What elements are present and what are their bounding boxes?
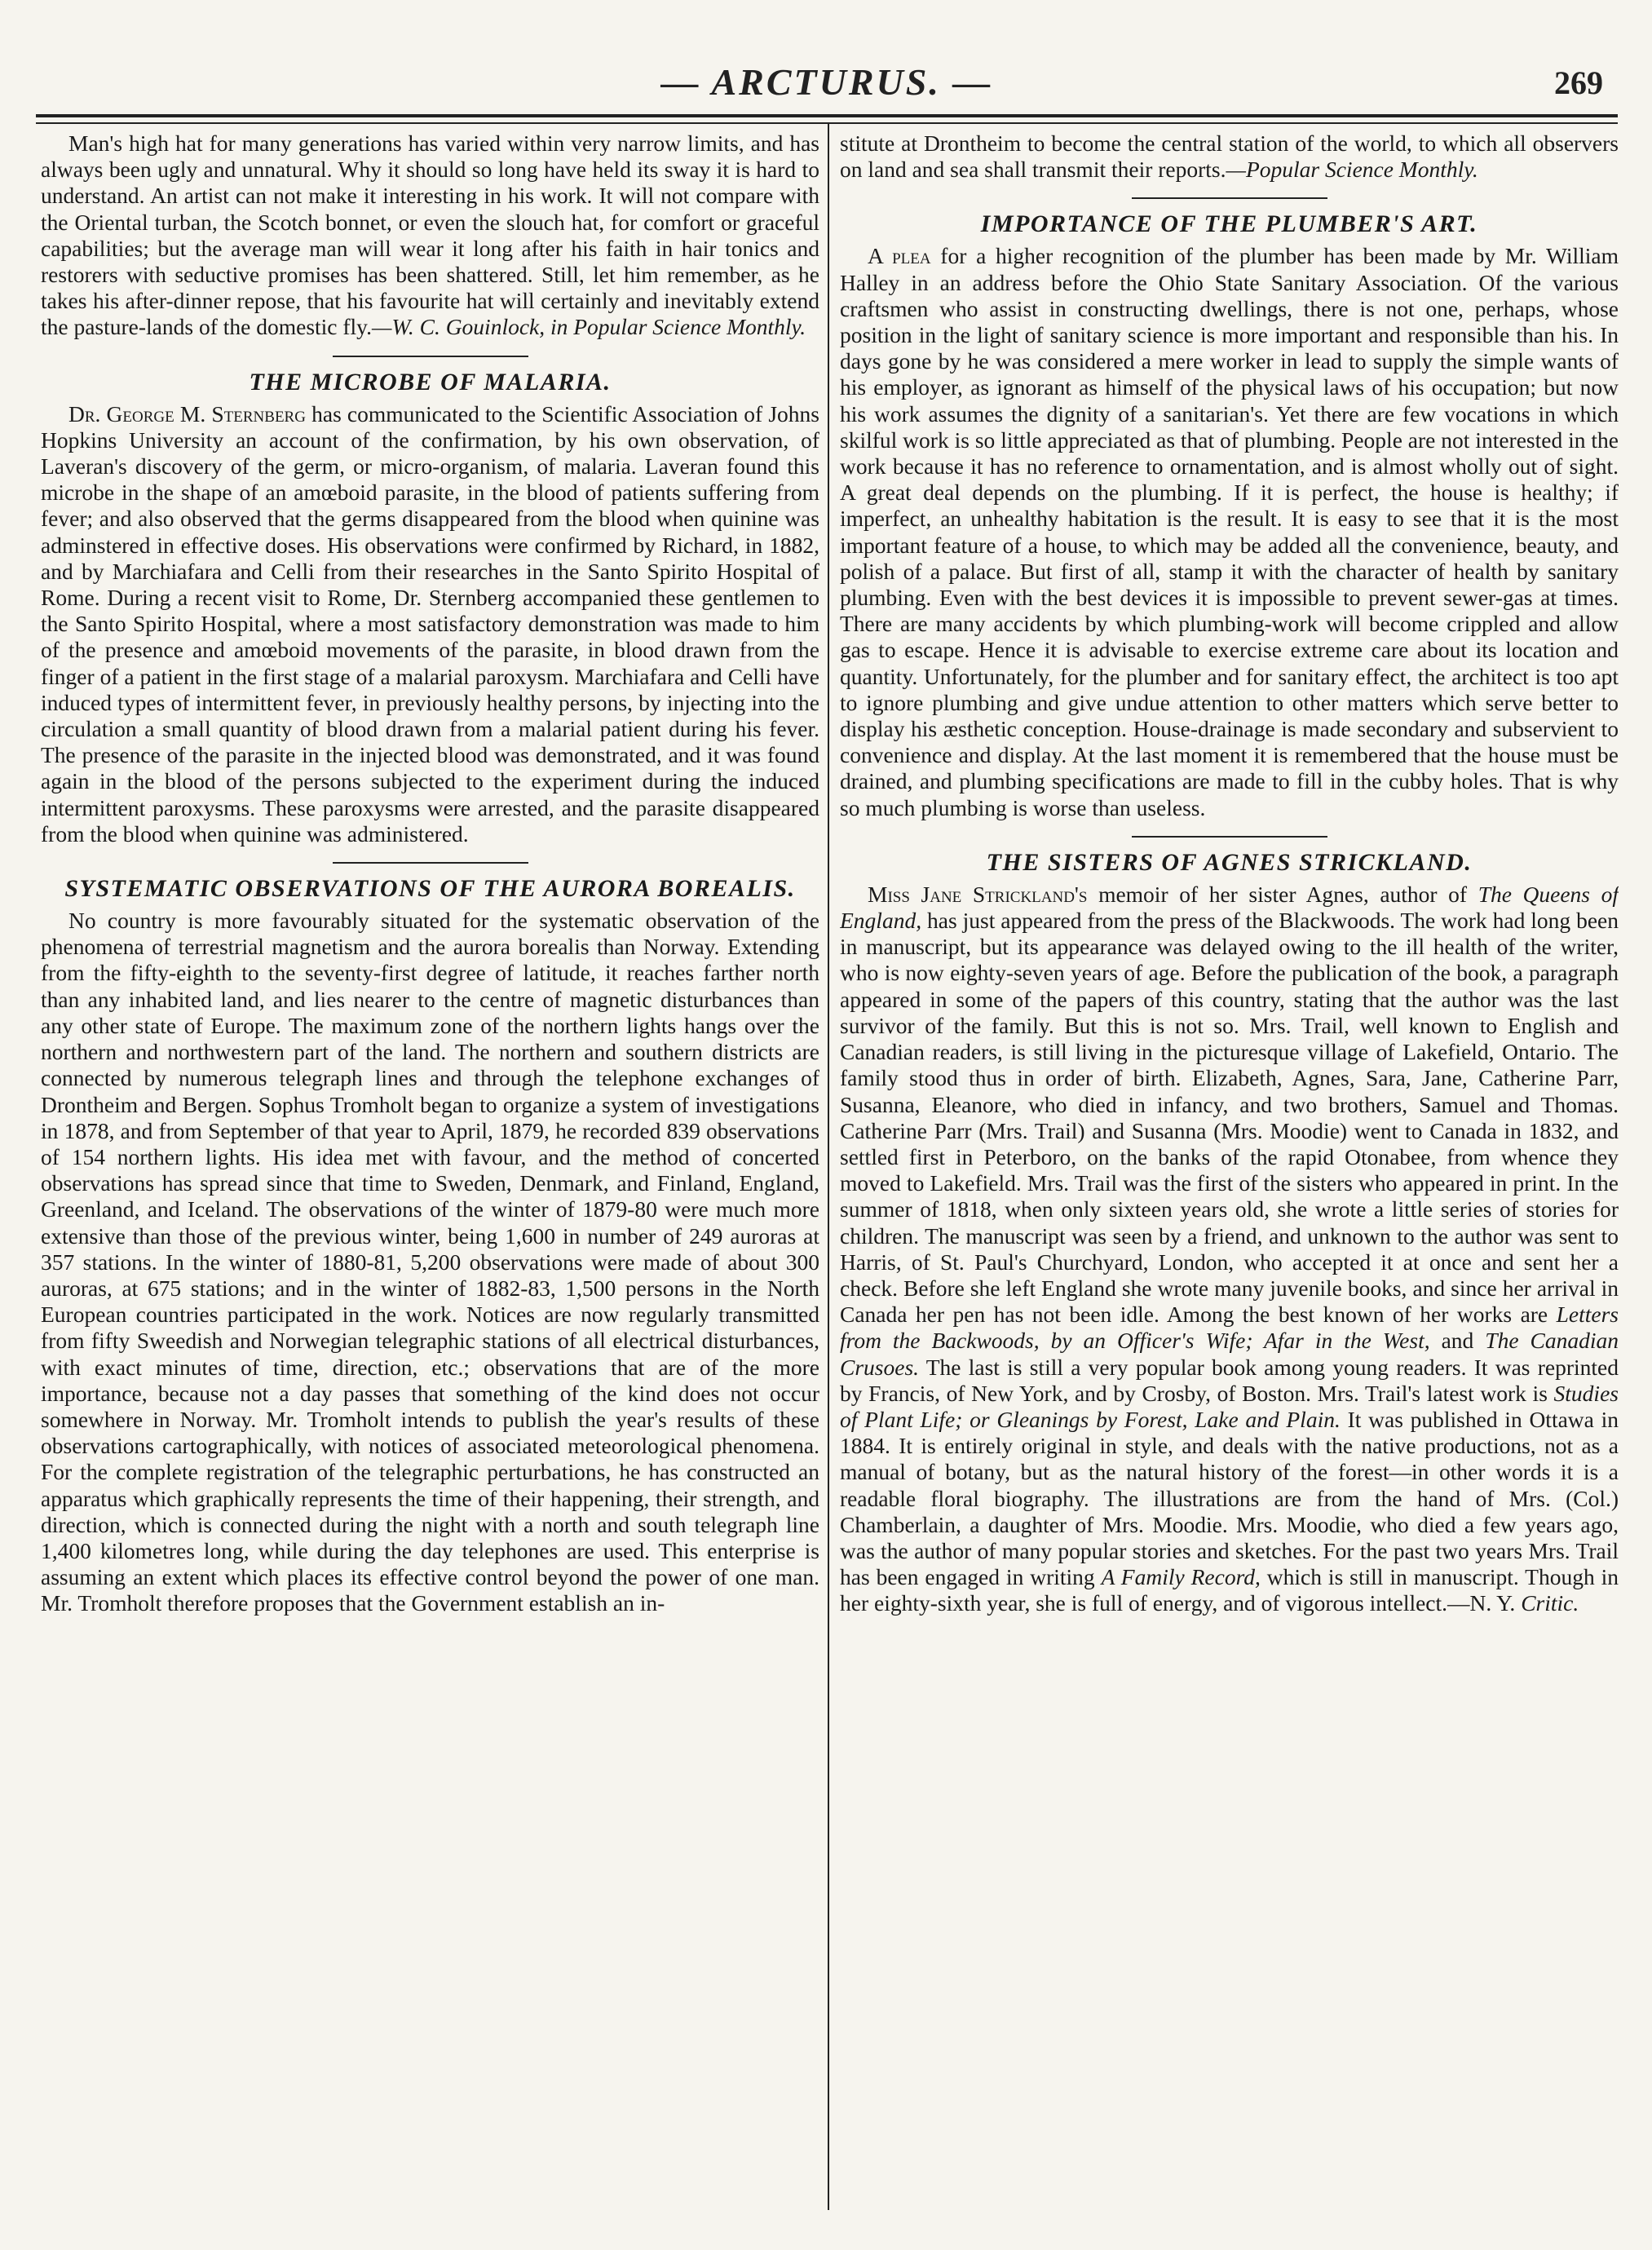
section-rule <box>1132 197 1327 199</box>
left-column <box>41 130 819 2218</box>
malaria-body: has communicated to the Scientific Association of Johns Hopkins University an account of the confirmation, by his own observation, of Laveran's discovery of the germ, or micro-organism, of malaria. Laveran found this microbe in the shape of an amœboid parasite, in the blood of patients suffering from fever; and also observed that the germs disappeared from the blood when quinine was adminstered in effective doses. His observations were confirmed by Richard, in 1882, and by Marchiafara and Celli from their researches in the Santo Spirito Hospital of Rome. During a recent visit to Rome, Dr. Sternberg accompanied these gentlemen to the Santo Spirito Hospital, where a most satisfactory demonstration was made to him of the presence and amœboid movements of the parasite, in blood drawn from the finger of a patient in the first stage of a malarial paroxysm. Marchiafara and Celli have induced types of intermittent fever, in previously healthy persons, by injecting into the circulation a small quantity of blood drawn from a malarial patient during his fever. The presence of the parasite in the injected blood was demonstrated, and it was found again in the blood of the persons subjected to the experiment during the induced intermittent paroxysms. These paroxysms were arrested, and the parasite disappeared from the blood when quinine was administered. <box>41 400 819 847</box>
hat-article-paragraph <box>41 130 819 341</box>
malaria-lead: Dr. George M. Sternberg <box>68 400 306 427</box>
book-title-queens: The Queens of England, <box>840 881 1619 934</box>
plumber-lead: A plea <box>868 243 931 269</box>
book-title-crusoes: The Canadian Crusoes. <box>840 1328 1619 1380</box>
book-title-plant-life: Studies of Plant Life; or Gleanings by Forest, Lake and Plain. <box>840 1380 1619 1432</box>
aurora-paragraph: No country is more favourably situated for the systematic observation of the phenomena of terrestrial magnetism and the aurora borealis than Norway. Extending from the fifty-eighth to the seventy-first degree of latitude, it reaches farther north than any inhabited land, and lies nearer to the centre of magnetic disturbances than any other state of Europe. The maximum zone of the northern lights hangs over the northern and northwestern part of the land. The northern and southern districts are connected by numerous telegraph lines and through the telephone exchanges of Drontheim and Bergen. Sophus Tromholt began to organize a system of investigations in 1878, and from September of that year to April, 1879, he recorded 839 observations of 154 northern lights. His idea met with favour, and the method of concerted observations has spread since that time to Sweden, Denmark, and Finland, England, Greenland, and Iceland. The observations of the winter of 1879-80 were much more extensive than those of the previous winter, being 1,600 in number of 249 auroras at 357 stations. In the winter of 1880-81, 5,200 observations were made of about 300 auroras, at 675 stations; and in the winter of 1882-83, 1,500 persons in the North European countries participated in the work. Notices are now regularly transmitted from fifty Sweedish and Norwegian telegraphic stations of all electrical disturbances, with exact minutes of time, direction, etc.; observations that are of the more importance, because not a day passes that something of the kind does not occur somewhere in Norway. Mr. Tromholt intends to publish the year's results of these observations cartographically, with notices of associated meteorological phenomena. For the complete registration of the telegraphic perturbations, he has constructed an apparatus which graphically represents the time of their happening, their strength, and direction, which is connected during the night with a north and south telegraph line 1,400 kilometres long, while during the day telephones are used. This enterprise is assuming an extent which places its effective control beyond the power of one man. Mr. Tromholt therefore proposes that the Government establish an in- <box>41 908 819 1616</box>
page-number: 269 <box>1554 64 1603 101</box>
running-title: — ARCTURUS. — <box>660 61 993 103</box>
aurora-continuation <box>840 130 1619 183</box>
sisters-text-4: The last is still a very popular book among young readers. It was reprinted by Francis, of New York, and by Crosby, of Boston. Mrs. Trail's latest work is <box>840 1354 1619 1406</box>
header-rule-thin <box>36 122 1618 124</box>
header-rule-thick <box>36 114 1618 117</box>
section-rule <box>333 862 528 864</box>
sisters-text-2: has just appeared from the press of the Blackwoods. The work had long been in manuscript, but its appearance was delayed owing to the ill health of the writer, who is now eighty-seven years of age. Before the publication of the book, a paragraph appeared in some of the papers of this country, stating that the author was the last survivor of the family. But this is not so. Mrs. Trail, well known to English and Canadian readers, is still living in the picturesque village of Lakefield, Ontario. The family stood thus in order of birth. Elizabeth, Agnes, Sara, Jane, Catherine Parr, Susanna, Eleanore, who died in infancy, and two brothers, Samuel and Thomas. Catherine Parr (Mrs. Trail) and Susanna (Mrs. Moodie) went to Canada in 1832, and settled first in Peterboro, on the banks of the rapid Otonabee, from whence they moved to Lakefield. Mrs. Trail was the first of the sisters who appeared in print. In the summer of 1818, when only sixteen years old, she wrote a little series of stories for children. The manuscript was seen by a friend, and unknown to the author was sent to Harris, of St. Paul's Churchyard, London, who accepted it at once and sent her a check. Before she left England she wrote many juvenile books, and since her arrival in Canada her pen has not been idle. Among the best known of her works are <box>840 908 1619 1328</box>
section-rule <box>333 356 528 357</box>
sisters-citation: Critic. <box>1521 1590 1579 1616</box>
sisters-lead: Miss Jane Strickland's <box>868 881 1088 907</box>
sisters-text-1: memoir of her sister Agnes, author of <box>1087 881 1478 907</box>
section-rule <box>1132 836 1327 838</box>
sisters-paragraph <box>840 882 1619 1617</box>
aurora-citation: —Popular Science Monthly. <box>1226 157 1478 183</box>
malaria-headline: THE MICROBE OF MALARIA. <box>249 368 612 396</box>
sisters-text-6: which is still in manuscript. Though in her eighty-sixth year, she is full of energy, and of vigorous intellect.—N. Y. <box>840 1564 1619 1616</box>
sisters-text-3: and <box>1429 1328 1486 1354</box>
sisters-headline: THE SISTERS OF AGNES STRICKLAND. <box>986 848 1473 876</box>
hat-article-citation: —W. C. Gouinlock, in Popular Science Monthly. <box>372 314 806 340</box>
hat-article-body: Man's high hat for many generations has varied within very narrow limits, and has always been ugly and unnatural. Why it should so long have held its sway it is hard to understand. An artist can not make it interesting in his work. It will not compare with the Oriental turban, the Scotch bonnet, or even the slouch hat, for comfort or graceful capabilities; but the average man will wear it long after his faith in hair tonics and restorers with seductive promises has been shattered. Still, let him remember, as he takes his after-dinner repose, that his favourite hat will certainly and inevitably extend the pasture-lands of the domestic fly. <box>41 130 819 340</box>
page-header <box>36 60 1618 109</box>
sisters-text-5: It was published in Ottawa in 1884. It is entirely original in style, and deals with the native productions, not as a manual of botany, but as the natural history of the forest—in other words it is a readable floral biography. The illustrations are from the hand of Mrs. (Col.) Chamberlain, a daughter of Mrs. Moodie. Mrs. Moodie, who died a few years ago, was the author of many popular stories and sketches. For the past two years Mrs. Trail has been engaged in writing <box>840 1406 1619 1590</box>
plumber-headline: IMPORTANCE OF THE PLUMBER'S ART. <box>980 210 1478 238</box>
plumber-paragraph <box>840 243 1619 820</box>
aurora-continuation-body: stitute at Drontheim to become the central station of the world, to which all observers on land and sea shall transmit their reports. <box>840 130 1619 183</box>
book-title-family-record: A Family Record, <box>1101 1564 1261 1590</box>
aurora-headline: SYSTEMATIC OBSERVATIONS OF THE AURORA BOREALIS. <box>64 875 796 903</box>
malaria-paragraph <box>41 401 819 847</box>
column-divider <box>828 122 829 2210</box>
plumber-body: for a higher recognition of the plumber has been made by Mr. William Halley in an address before the Ohio State Sanitary Association. Of the various craftsmen who assist in constructing dwellings, there is not one, perhaps, whose position in the light of sanitary science is more important and responsible than his. In days gone by he was considered a mere worker in lead to supply the simple wants of his employer, as ignorant as himself of the physical laws of his occupation; but now his work assumes the dignity of a sanitarian's. Yet there are few vocations in which skilful work is so little appreciated as that of plumbing. People are not interested in the work because it has no reference to ornamentation, and is almost wholly out of sight. A great deal depends on the plumbing. If it is perfect, the house is healthy; if imperfect, an unhealthy habitation is the result. It is easy to see that it is the most important feature of a house, to which may be added all the convenience, beauty, and polish of a palace. But first of all, stamp it with the character of health by sanitary plumbing. Even with the best devices it is impossible to prevent sewer-gas at times. There are many accidents by which plumbing-work will become crippled and allow gas to escape. Hence it is advisable to exercise extreme care about its location and quantity. Unfortunately, for the plumber and for sanitary effect, the architect is too apt to ignore plumbing and give undue attention to other matters which serve better to display his æsthetic conception. House-drainage is made secondary and subservient to convenience and display. At the last moment it is remembered that the house must be drained, and plumbing specifications are made to fill in the cubby holes. That is why so much plumbing is worse than useless. <box>840 243 1619 820</box>
book-title-letters: Letters from the Backwoods, by an Officer's Wife; Afar in the West, <box>840 1302 1619 1354</box>
right-column <box>840 130 1619 2218</box>
